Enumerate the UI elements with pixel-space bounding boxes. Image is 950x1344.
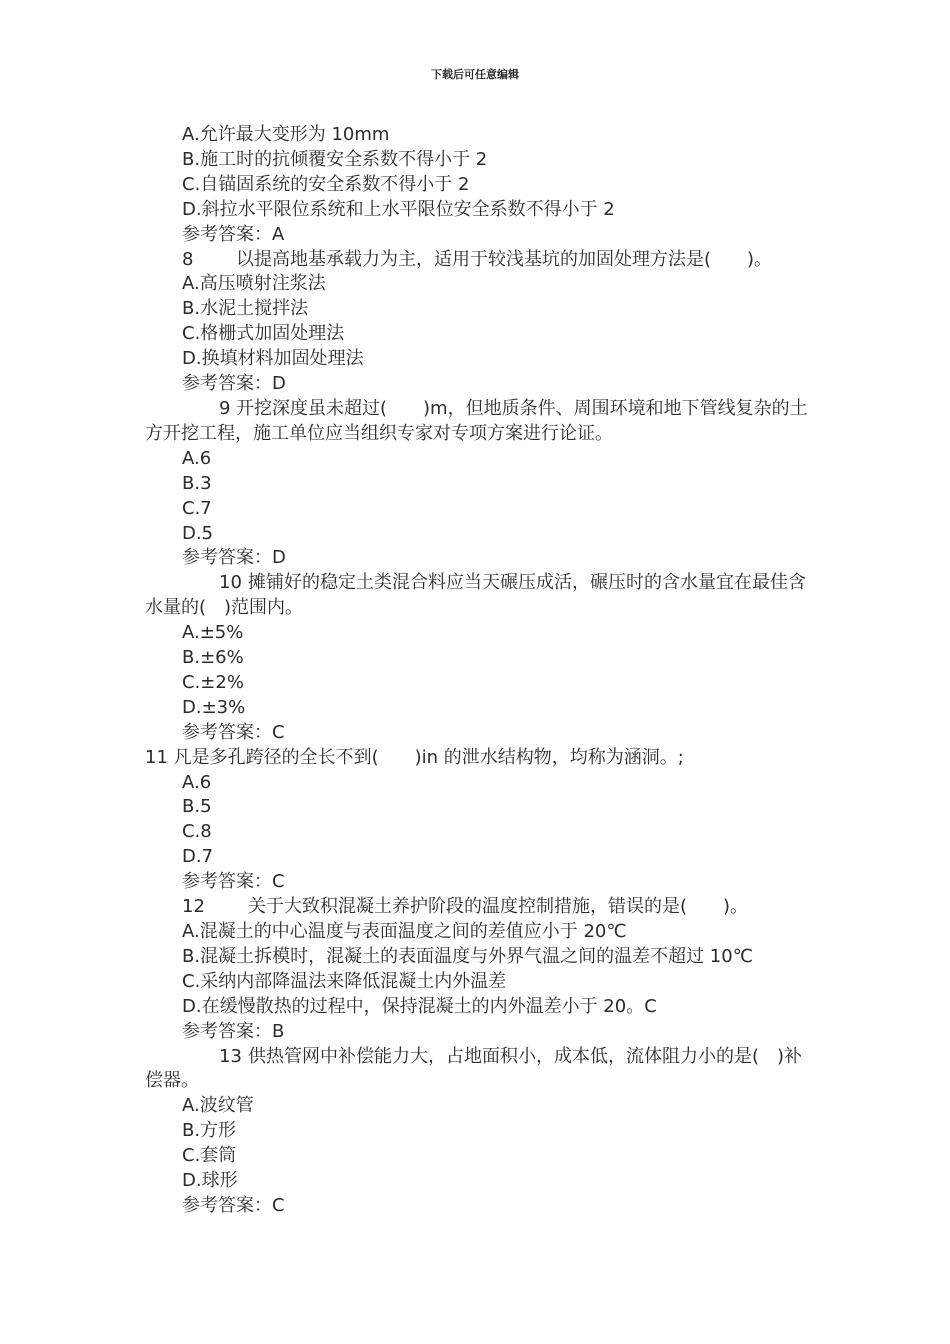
answer-line: 参考答案：C [182, 871, 285, 893]
answer-line: 参考答案：D [182, 373, 286, 395]
option-line: B.水泥土搅拌法 [182, 298, 309, 320]
option-line: C.采纳内部降温法来降低混凝土内外温差 [182, 970, 507, 992]
option-line: A.±5% [182, 622, 244, 644]
option-line: C.套筒 [182, 1145, 237, 1167]
question-number: 10 [219, 572, 242, 594]
question-text: 摊铺好的稳定土类混合料应当天碾压成活，碾压时的含水量宜在最佳含水量的( )范围内。 [145, 572, 806, 619]
option-line: C.8 [182, 821, 212, 843]
option-line: B.5 [182, 796, 212, 818]
question-number: 13 [219, 1045, 242, 1067]
document-body [145, 123, 810, 1219]
option-line: B.方形 [182, 1120, 237, 1142]
question-number: 12 [182, 896, 205, 918]
option-line: D.换填材料加固处理法 [182, 348, 364, 370]
question-number: 8 [182, 248, 194, 270]
answer-line: 参考答案：B [182, 1020, 285, 1042]
question-text: 以提高地基承载力为主，适用于较浅基坑的加固处理方法是( )。 [236, 248, 773, 270]
question-10 [145, 571, 810, 621]
option-line: D.球形 [182, 1170, 238, 1192]
option-line: D.在缓慢散热的过程中，保持混凝土的内外温差小于 20。C [182, 995, 657, 1017]
option-line: A.6 [182, 771, 212, 793]
option-line: A.波纹管 [182, 1095, 254, 1117]
option-line: A.6 [182, 447, 212, 469]
answer-line: 参考答案：A [182, 223, 285, 245]
question-9 [145, 397, 810, 447]
option-line: D.斜拉水平限位系统和上水平限位安全系数不得小于 2 [182, 198, 615, 220]
question-number: 9 [219, 397, 231, 419]
question-text: 供热管网中补偿能力大，占地面积小，成本低，流体阻力小的是( )补偿器。 [145, 1045, 803, 1092]
answer-line: 参考答案：D [182, 547, 286, 569]
page-header: 下载后可任意编辑 [431, 68, 519, 81]
option-line: B.3 [182, 472, 212, 494]
option-line: B.施工时的抗倾覆安全系数不得小于 2 [182, 148, 488, 170]
answer-line: 参考答案：C [182, 721, 285, 743]
option-line: A.混凝土的中心温度与表面温度之间的差值应小于 20℃ [182, 921, 627, 942]
option-line: D.7 [182, 846, 214, 868]
question-text: 开挖深度虽未超过( )m，但地质条件、周围环境和地下管线复杂的土方开挖工程，施工单位应当组织专家对专项方案进行论证。 [145, 397, 808, 444]
option-line: D.5 [182, 522, 214, 544]
question-text: 关于大致积混凝土养护阶段的温度控制措施，错误的是( )。 [248, 896, 749, 918]
option-line: C.格栅式加固处理法 [182, 323, 345, 345]
option-line: C.±2% [182, 671, 244, 693]
question-13 [145, 1045, 810, 1095]
question-8 [145, 248, 810, 273]
option-line: D.±3% [182, 696, 246, 718]
option-line: C.自锚固系统的安全系数不得小于 2 [182, 173, 470, 195]
question-12 [145, 895, 810, 920]
option-line: B.±6% [182, 647, 244, 669]
option-line: A.允许最大变形为 10mm [182, 124, 390, 145]
option-line: C.7 [182, 497, 212, 519]
question-11: 11 凡是多孔跨径的全长不到( )in 的泄水结构物，均称为涵洞。; [145, 746, 684, 768]
option-line: A.高压喷射注浆法 [182, 273, 326, 295]
answer-line: 参考答案：C [182, 1194, 285, 1216]
option-line: B.混凝土拆模时，混凝土的表面温度与外界气温之间的温差不超过 10℃ [182, 945, 753, 967]
